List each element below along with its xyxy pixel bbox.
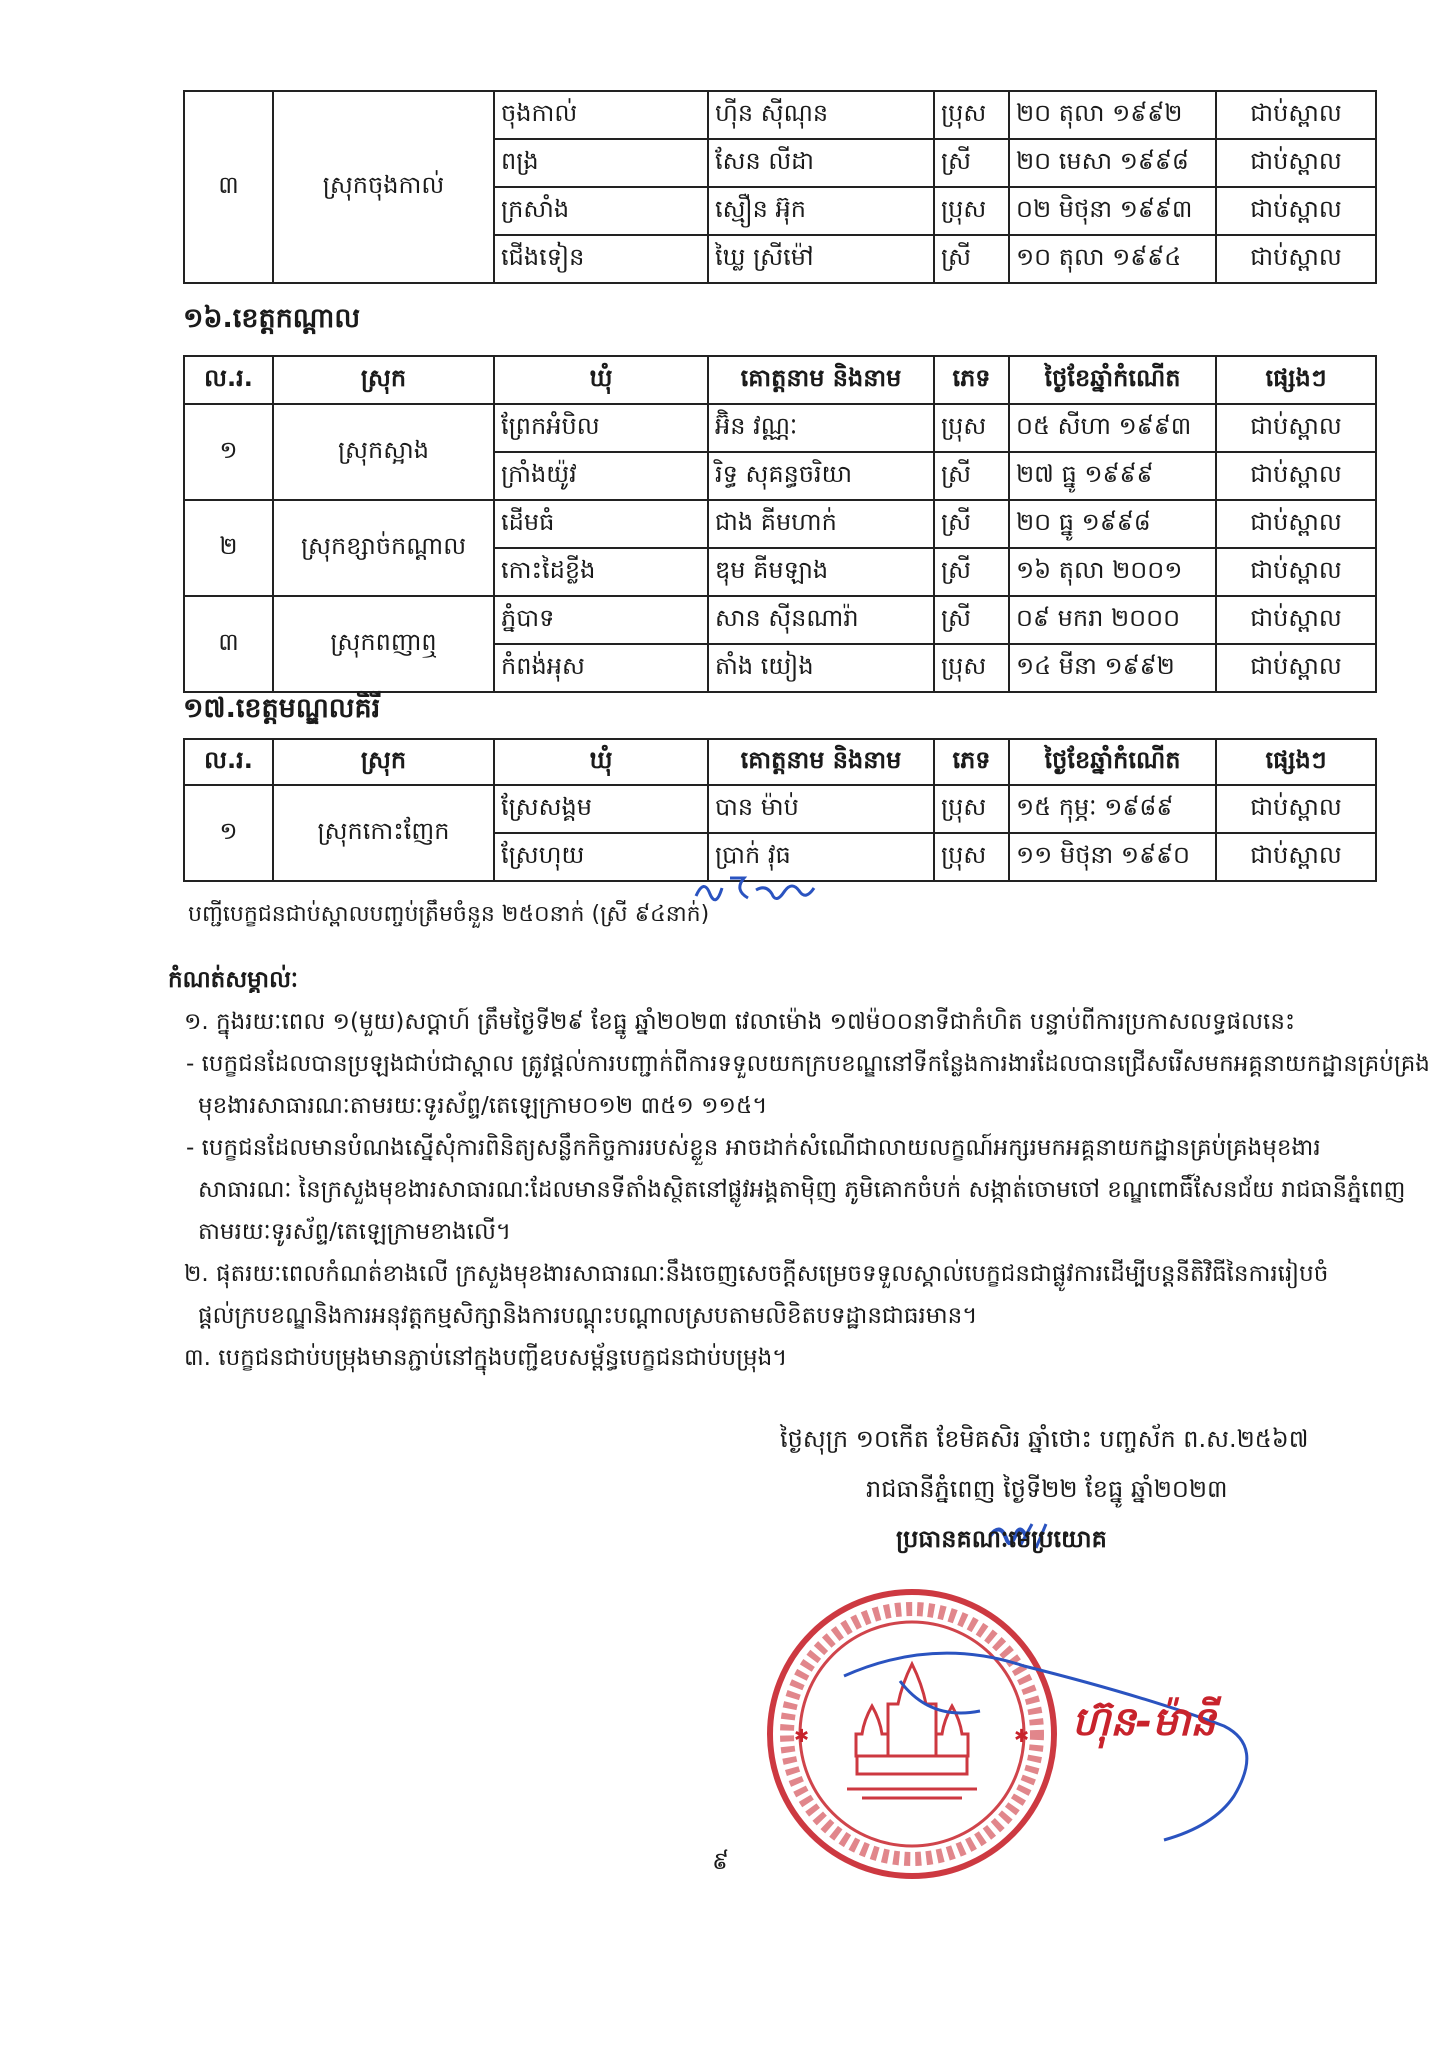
note-3: ៣. បេក្ខជនជាប់បម្រុងមានភ្ជាប់នៅក្នុងបញ្ជីឧបសម្ព័ន្ធបេក្ខជនជាប់បម្រុង។ xyxy=(184,1345,788,1371)
handwritten-initials xyxy=(690,868,840,918)
cell-commune: ភ្នំបាទ xyxy=(494,596,708,644)
header-no: ល.រ. xyxy=(184,356,273,404)
cell-dob: ០៩ មករា ២០០០ xyxy=(1009,596,1216,644)
table-row xyxy=(184,500,1376,548)
cell-sex: ប្រុស xyxy=(934,187,1009,235)
cell-commune: ដើមធំ xyxy=(494,500,708,548)
cell-commune: ក្រាំងយ៉ូវ xyxy=(494,452,708,500)
note-1b-line3: តាមរយៈទូរស័ព្ទ/តេឡេក្រាមខាងលើ។ xyxy=(198,1219,512,1245)
table-header-row xyxy=(184,356,1376,404)
cell-remark: ជាប់ស្ពាល xyxy=(1216,644,1376,692)
cell-name: ឌុម គីមឡាង xyxy=(708,548,934,596)
cell-dob: ១៤ មីនា ១៩៩២ xyxy=(1009,644,1216,692)
svg-text:✱: ✱ xyxy=(794,1726,810,1747)
cell-dob: ១៥ កុម្ភៈ ១៩៨៩ xyxy=(1009,785,1216,833)
cell-sex: ប្រុស xyxy=(934,833,1009,881)
cell-dob: ១០ តុលា ១៩៩៤ xyxy=(1009,235,1216,283)
cell-dob: ២០ តុលា ១៩៩២ xyxy=(1009,91,1216,139)
cell-remark: ជាប់ស្ពាល xyxy=(1216,139,1376,187)
header-name: គោត្តនាម និងនាម xyxy=(708,356,934,404)
cell-name: ស្មឿន អ៊ុក xyxy=(708,187,934,235)
notes-title: កំណត់សម្គាល់ៈ xyxy=(168,967,298,993)
cell-dob: ២៧ ធ្នូ ១៩៩៩ xyxy=(1009,452,1216,500)
cell-name: សាន ស៊ីនណារ៉ា xyxy=(708,596,934,644)
header-remark: ផ្សេងៗ xyxy=(1216,739,1376,785)
cell-name: ឃ្លៃ ស្រីម៉ៅ xyxy=(708,235,934,283)
section-title-17: ១៧.ខេត្តមណ្ឌលគិរី xyxy=(183,693,381,724)
cell-commune: ស្រែហុយ xyxy=(494,833,708,881)
cell-name: សែន លីដា xyxy=(708,139,934,187)
header-dob: ថ្ងៃខែឆ្នាំកំណើត xyxy=(1009,739,1216,785)
cell-sex: ស្រី xyxy=(934,500,1009,548)
cell-remark: ជាប់ស្ពាល xyxy=(1216,833,1376,881)
cell-district: ស្រុកស្អាង xyxy=(273,404,494,500)
note-1a-line1: - បេក្ខជនដែលបានប្រឡងជាប់ជាស្ពាល ត្រូវផ្ដល់ការបញ្ជាក់ពីការទទួលយកក្របខណ្ឌនៅទីកន្លែងការងារដែលបានជ្រើសរើសមកអគ្គនាយកដ្ឋានគ្រប់គ្រង xyxy=(186,1051,1430,1077)
header-district: ស្រុក xyxy=(273,356,494,404)
cell-no: ៣ xyxy=(184,91,273,283)
cell-name: ប្រាក់ វុធ xyxy=(708,833,934,881)
header-district: ស្រុក xyxy=(273,739,494,785)
table-section-16 xyxy=(183,355,1377,693)
note-1b-line2: សាធារណៈ នៃក្រសួងមុខងារសាធារណៈដែលមានទីតាំងស្ថិតនៅផ្លូវអង្គតាម៉ិញ ភូមិគោកចំបក់ សង្កាត់ចោមចៅ ខណ្ឌពោធិ៍សែនជ័យ រាជធានីភ្នំពេញ xyxy=(198,1177,1406,1203)
header-name: គោត្តនាម និងនាម xyxy=(708,739,934,785)
cell-dob: ១៦ តុលា ២០០១ xyxy=(1009,548,1216,596)
cell-commune: កោះដៃខ្លីង xyxy=(494,548,708,596)
cell-name: ជាង គីមហាក់ xyxy=(708,500,934,548)
cell-dob: ១១ មិថុនា ១៩៩០ xyxy=(1009,833,1216,881)
header-commune: ឃុំ xyxy=(494,356,708,404)
table-header-row xyxy=(184,739,1376,785)
cell-name: តាំង យៀង xyxy=(708,644,934,692)
cell-district: ស្រុកចុងកាល់ xyxy=(273,91,494,283)
cell-remark: ជាប់ស្ពាល xyxy=(1216,548,1376,596)
cell-sex: ស្រី xyxy=(934,452,1009,500)
cell-district: ស្រុកពញាឮ xyxy=(273,596,494,692)
cell-commune: ពង្រ xyxy=(494,139,708,187)
cell-sex: ស្រី xyxy=(934,596,1009,644)
page-number: ៩ xyxy=(712,1847,729,1875)
cell-remark: ជាប់ស្ពាល xyxy=(1216,187,1376,235)
cell-name: ហ៊ីន ស៊ីណុន xyxy=(708,91,934,139)
cell-no: ១ xyxy=(184,404,273,500)
date-lunar: ថ្ងៃសុក្រ ១០កើត ខែមិគសិរ ឆ្នាំថោះ បញ្ចស័ក ព.ស.២៥៦៧ xyxy=(780,1425,1309,1453)
cell-remark: ជាប់ស្ពាល xyxy=(1216,91,1376,139)
cell-name: បាន ម៉ាប់ xyxy=(708,785,934,833)
cell-no: ២ xyxy=(184,500,273,596)
table-row xyxy=(184,404,1376,452)
cell-dob: ០៥ សីហា ១៩៩៣ xyxy=(1009,404,1216,452)
cell-remark: ជាប់ស្ពាល xyxy=(1216,404,1376,452)
cell-remark: ជាប់ស្ពាល xyxy=(1216,500,1376,548)
note-2-line2: ផ្ដល់ក្របខណ្ឌនិងការអនុវត្តកម្មសិក្សានិងការបណ្ដុះបណ្ដាលស្របតាមលិខិតបទដ្ឋានជាធរមាន។ xyxy=(198,1303,978,1329)
cell-district: ស្រុកខ្សាច់កណ្ដាល xyxy=(273,500,494,596)
header-no: ល.រ. xyxy=(184,739,273,785)
cell-remark: ជាប់ស្ពាល xyxy=(1216,235,1376,283)
cell-commune: ព្រែកអំបិល xyxy=(494,404,708,452)
cell-commune: ចុងកាល់ xyxy=(494,91,708,139)
cell-district: ស្រុកកោះញែក xyxy=(273,785,494,881)
signer-name: ហ៊ុន-ម៉ានី xyxy=(1072,1699,1216,1745)
cell-remark: ជាប់ស្ពាល xyxy=(1216,596,1376,644)
summary-text: បញ្ជីបេក្ខជនជាប់ស្ពាលបញ្ចប់ត្រឹមចំនួន ២៥០នាក់ (ស្រី ៩៤នាក់) xyxy=(188,902,710,927)
cell-remark: ជាប់ស្ពាល xyxy=(1216,452,1376,500)
cell-no: ១ xyxy=(184,785,273,881)
cell-sex: ស្រី xyxy=(934,548,1009,596)
cell-commune: ក្រសាំង xyxy=(494,187,708,235)
note-2-line1: ២. ផុតរយៈពេលកំណត់ខាងលើ ក្រសួងមុខងារសាធារណៈនឹងចេញសេចក្ដីសម្រេចទទួលស្គាល់បេក្ខជនជាផ្លូវការដើម្បីបន្តនីតិវិធីនៃការរៀបចំ xyxy=(184,1261,1329,1287)
header-commune: ឃុំ xyxy=(494,739,708,785)
cell-sex: ប្រុស xyxy=(934,785,1009,833)
cell-sex: ប្រុស xyxy=(934,404,1009,452)
signer-title: ប្រធានគណៈមេប្រយោគ xyxy=(896,1525,1107,1553)
date-solar: រាជធានីភ្នំពេញ ថ្ងៃទី២២ ខែធ្នូ ឆ្នាំ២០២៣ xyxy=(866,1475,1228,1503)
cell-commune: ជើងទៀន xyxy=(494,235,708,283)
cell-sex: ស្រី xyxy=(934,235,1009,283)
cell-dob: ២០ ធ្នូ ១៩៩៨ xyxy=(1009,500,1216,548)
note-1a-line2: មុខងារសាធារណៈតាមរយៈទូរស័ព្ទ/តេឡេក្រាម០១២ ៣៥១ ១១៥។ xyxy=(198,1093,768,1119)
svg-text:✱: ✱ xyxy=(1014,1726,1030,1747)
cell-no: ៣ xyxy=(184,596,273,692)
table-row xyxy=(184,596,1376,644)
cell-sex: ស្រី xyxy=(934,139,1009,187)
cell-dob: ០២ មិថុនា ១៩៩៣ xyxy=(1009,187,1216,235)
cell-sex: ប្រុស xyxy=(934,91,1009,139)
header-remark: ផ្សេងៗ xyxy=(1216,356,1376,404)
section-title-16: ១៦.ខេត្តកណ្ដាល xyxy=(183,303,361,334)
table-row xyxy=(184,785,1376,833)
cell-remark: ជាប់ស្ពាល xyxy=(1216,785,1376,833)
cell-dob: ២០ មេសា ១៩៩៨ xyxy=(1009,139,1216,187)
cell-commune: ស្រែសង្គម xyxy=(494,785,708,833)
note-1b-line1: - បេក្ខជនដែលមានបំណងស្នើសុំការពិនិត្យសន្លឹកកិច្ចការរបស់ខ្លួន អាចដាក់សំណើជាលាយលក្ខណ៍អក្សរមកអគ្គនាយកដ្ឋានគ្រប់គ្រងមុខងារ xyxy=(186,1135,1321,1161)
note-1: ១. ក្នុងរយៈពេល ១(មួយ)សប្ដាហ៍ ត្រឹមថ្ងៃទី២៩ ខែធ្នូ ឆ្នាំ២០២៣ វេលាម៉ោង ១៧ម៉០០នាទីជាកំហិត បន្ទាប់ពីការប្រកាសលទ្ធផលនេះ xyxy=(184,1009,1296,1035)
table-section-17 xyxy=(183,738,1377,882)
cell-sex: ប្រុស xyxy=(934,644,1009,692)
cell-name: រិទ្ធ សុគន្ធចរិយា xyxy=(708,452,934,500)
header-sex: ភេទ xyxy=(934,739,1009,785)
header-dob: ថ្ងៃខែឆ្នាំកំណើត xyxy=(1009,356,1216,404)
cell-commune: កំពង់អុស xyxy=(494,644,708,692)
header-sex: ភេទ xyxy=(934,356,1009,404)
cell-name: អ៊ិន វណ្ណៈ xyxy=(708,404,934,452)
table-row xyxy=(184,91,1376,139)
table-top xyxy=(183,90,1377,284)
